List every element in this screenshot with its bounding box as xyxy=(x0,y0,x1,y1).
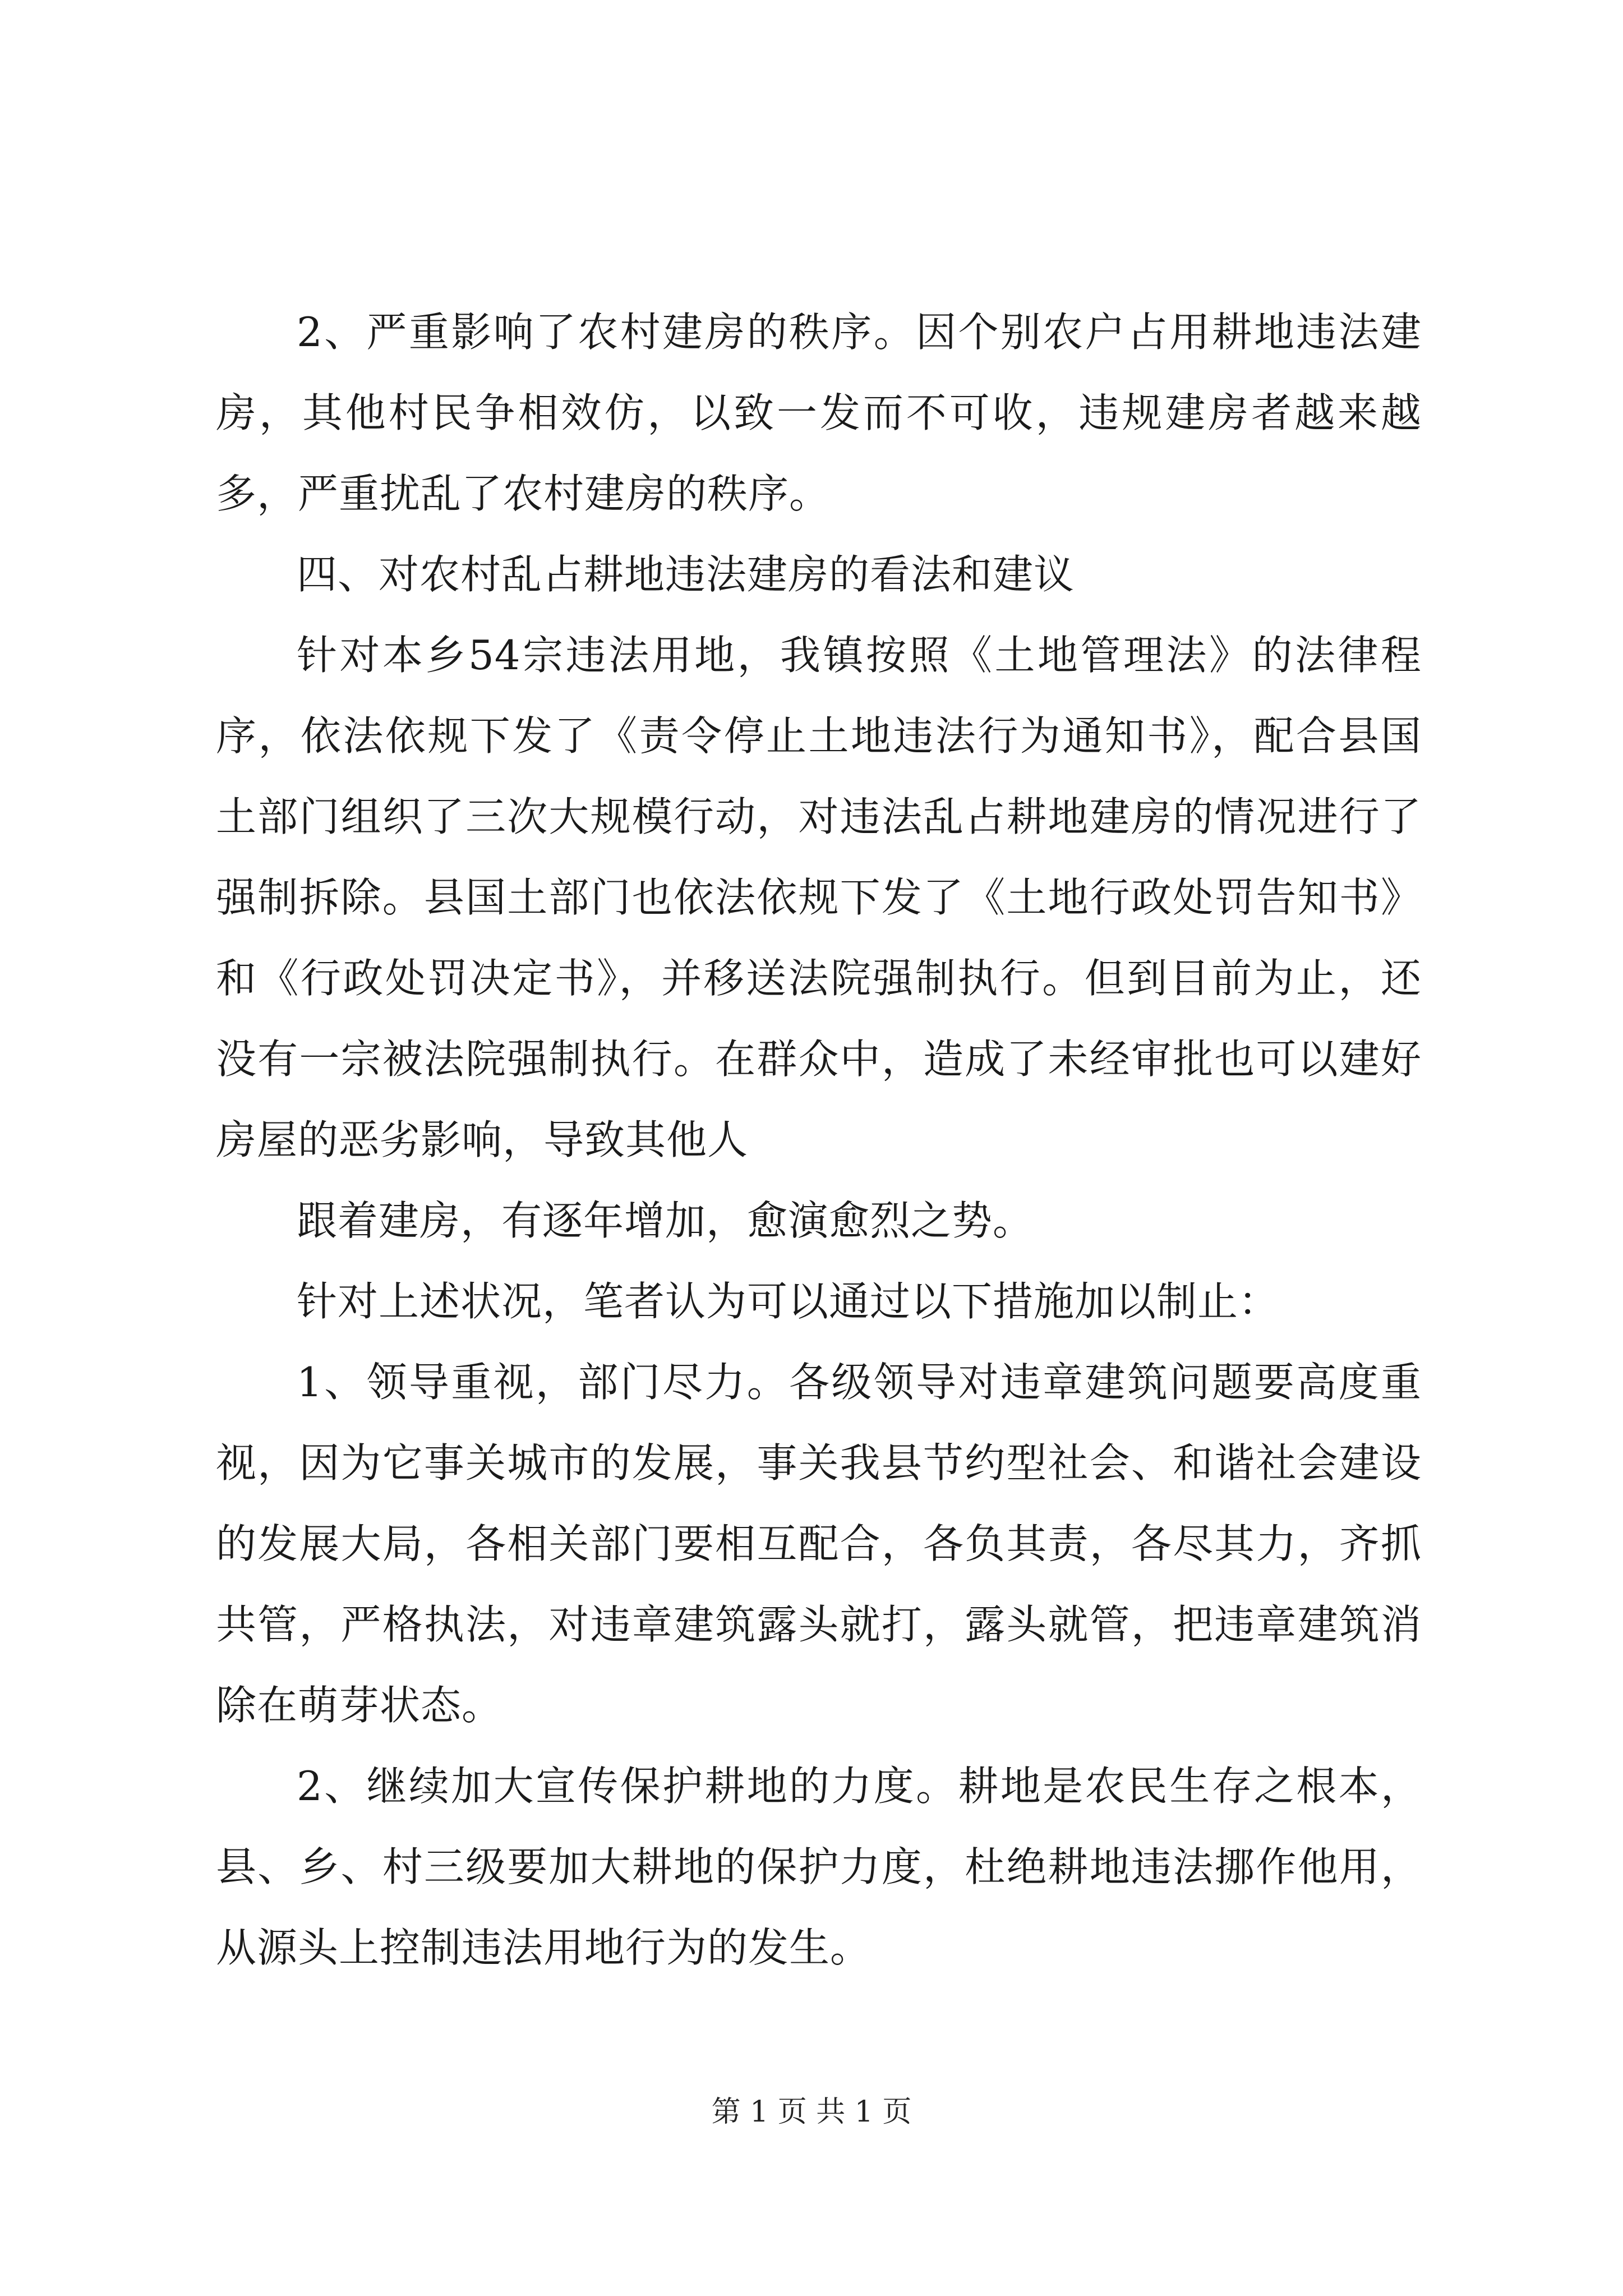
paragraph-impact-order: 2、严重影响了农村建房的秩序。因个别农户占用耕地违法建房，其他村民争相效仿，以致一发而不可收，违规建房者越来越多，严重扰乱了农村建房的秩序。 xyxy=(216,309,1422,517)
paragraph-trend: 跟着建房，有逐年增加，愈演愈烈之势。 xyxy=(297,1197,1034,1244)
page-footer: 第 1 页 共 1 页 xyxy=(711,2095,912,2129)
document-body xyxy=(216,292,1422,1988)
paragraph-measure-leadership: 1、领导重视，部门尽力。各级领导对违章建筑问题要高度重视，因为它事关城市的发展，事关我县节约型社会、和谐社会建设的发展大局，各相关部门要相互配合，各负其责，各尽其力，齐抓共管，严格执法，对违章建筑露头就打，露头就管，把违章建筑消除在萌芽状态。 xyxy=(216,1359,1422,1729)
paragraph-measures-intro: 针对上述状况，笔者认为可以通过以下措施加以制止： xyxy=(297,1278,1280,1325)
paragraph-enforcement-actions: 针对本乡54宗违法用地，我镇按照《土地管理法》的法律程序，依法依规下发了《责令停止土地违法行为通知书》，配合县国土部门组织了三次大规模行动，对违法乱占耕地建房的情况进行了强制拆除。县国土部门也依法依规下发了《土地行政处罚告知书》和《行政处罚决定书》，并移送法院强制执行。但到目前为止，还没有一宗被法院强制执行。在群众中，造成了未经审批也可以建好房屋的恶劣影响，导致其他人 xyxy=(216,632,1422,1163)
paragraph-measure-publicity: 2、继续加大宣传保护耕地的力度。耕地是农民生存之根本，县、乡、村三级要加大耕地的保护力度，杜绝耕地违法挪作他用，从源头上控制违法用地行为的发生。 xyxy=(216,1763,1422,1971)
section-heading-opinions: 四、对农村乱占耕地违法建房的看法和建议 xyxy=(297,551,1075,598)
